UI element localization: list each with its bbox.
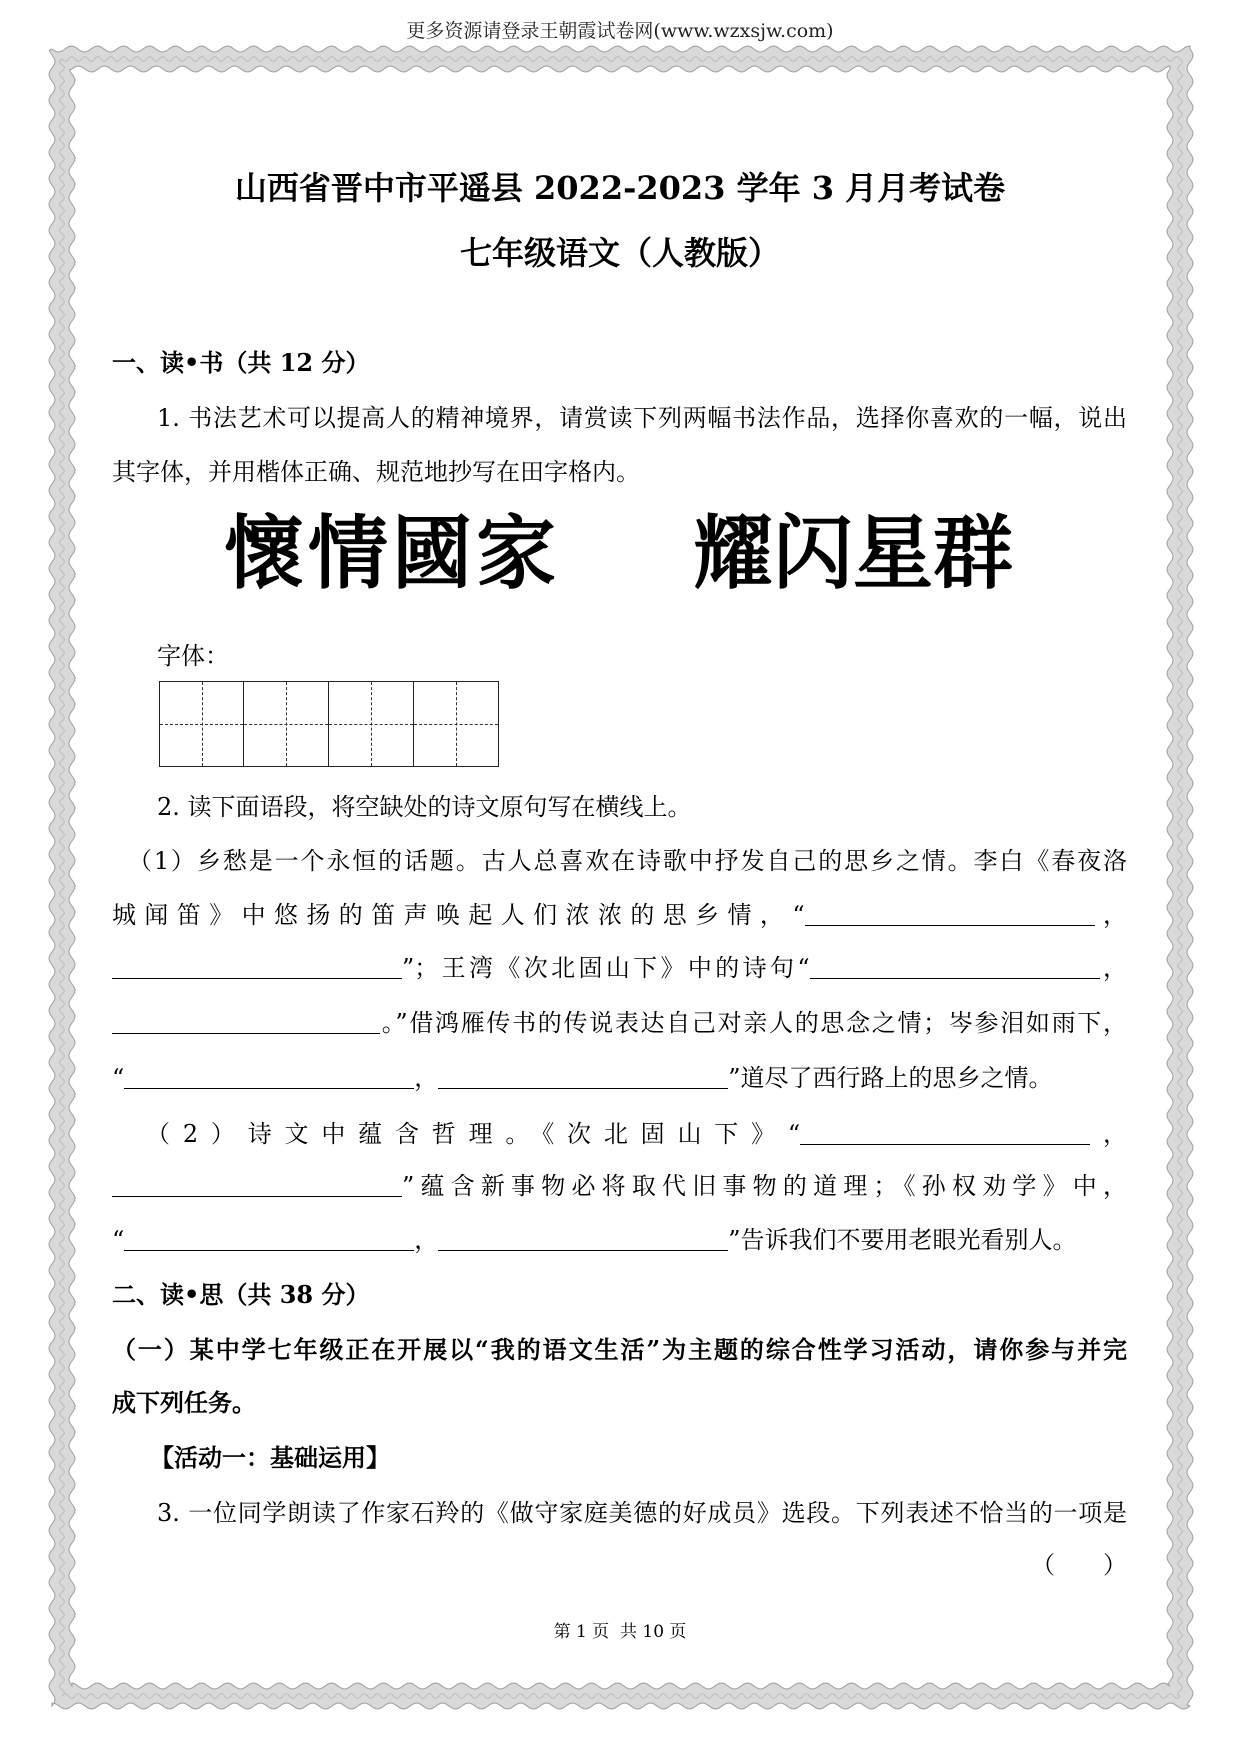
answer-blank <box>438 1070 728 1089</box>
activity1-label: 【活动一：基础运用】 <box>150 1443 390 1472</box>
answer-blank <box>438 1232 728 1251</box>
text-segment: ， <box>1099 954 1128 982</box>
q2-sub2-line3 <box>112 1225 1127 1255</box>
task-intro-line2: 成下列任务。 <box>112 1388 256 1417</box>
calligraphy-work-2: 耀闪星群 <box>693 506 1013 600</box>
q3-text: 3. 一位同学朗读了作家石羚的《做守家庭美德的好成员》选段。下列表述不恰当的一项是 <box>157 1499 1127 1527</box>
answer-bracket: （ ） <box>1031 1551 1127 1579</box>
task-intro-line1: （一）某中学七年级正在开展以“我的语文生活”为主题的综合性学习活动，请你参与并完 <box>112 1335 1127 1364</box>
q2-sub1-line2 <box>112 900 1127 930</box>
font-label: 字体： <box>157 642 229 670</box>
q2-sub2-line1 <box>146 1119 1127 1149</box>
text-segment: ， <box>414 1064 439 1092</box>
text-segment: ”告诉我们不要用老眼光看别人。 <box>728 1226 1077 1254</box>
q2-sub1-line1: （1）乡愁是一个永恒的话题。古人总喜欢在诗歌中抒发自己的思乡之情。李白《春夜洛 <box>128 847 1127 875</box>
text-segment: ， <box>414 1226 439 1254</box>
text-segment: （2）诗文中蕴含哲理。《次北固山下》“ <box>146 1120 801 1148</box>
q2-sub1-line3 <box>112 953 1127 983</box>
answer-blank <box>124 1070 414 1089</box>
text-segment: ”蕴含新事物必将取代旧事物的道理；《孙权劝学》中， <box>402 1172 1127 1200</box>
answer-blank <box>810 960 1100 979</box>
tianzige-cell <box>329 681 414 767</box>
text-segment: “ <box>112 1226 125 1254</box>
q2-sub2-line2 <box>112 1171 1127 1201</box>
site-notice: 更多资源请登录王朝霞试卷网(www.wzxsjw.com) <box>406 20 834 42</box>
text-segment: ”道尽了西行路上的思乡之情。 <box>728 1064 1053 1092</box>
q2-sub1-line4 <box>112 1008 1127 1038</box>
q1-line1: 1. 书法艺术可以提高人的精神境界，请赏读下列两幅书法作品，选择你喜欢的一幅，说出 <box>157 404 1127 432</box>
tianzige-cell <box>244 681 329 767</box>
answer-blank <box>800 1126 1090 1145</box>
section-heading-part2: 二、读•思（共 38 分） <box>112 1280 370 1309</box>
text-segment: ”；王湾《次北固山下》中的诗句“ <box>402 954 810 982</box>
q1-line2: 其字体，并用楷体正确、规范地抄写在田字格内。 <box>112 458 640 486</box>
section-heading-part1: 一、读•书（共 12 分） <box>112 348 370 377</box>
answer-blank <box>805 907 1095 926</box>
answer-blank <box>112 960 402 979</box>
q2-sub1-line5 <box>112 1063 1127 1093</box>
q2-prompt: 2. 读下面语段，将空缺处的诗文原句写在横线上。 <box>157 793 692 821</box>
answer-blank <box>112 1015 380 1034</box>
tianzige-cell <box>159 681 244 767</box>
text-segment: ， <box>1094 901 1127 929</box>
exam-subtitle: 七年级语文（人教版） <box>459 234 780 272</box>
text-segment: “ <box>112 1064 125 1092</box>
tianzige-grid <box>159 681 499 767</box>
page-number-footer: 第 1 页 共 10 页 <box>553 1622 687 1642</box>
answer-blank <box>124 1232 414 1251</box>
text-segment: ， <box>1090 1120 1128 1148</box>
text-segment: 城闻笛》中悠扬的笛声唤起人们浓浓的思乡情，“ <box>112 901 805 929</box>
answer-blank <box>112 1178 402 1197</box>
calligraphy-work-1: 懷情國家 <box>224 506 560 600</box>
exam-title: 山西省晋中市平遥县 2022-2023 学年 3 月月考试卷 <box>234 169 1006 207</box>
text-segment: 。”借鸿雁传书的传说表达自己对亲人的思念之情；岑参泪如雨下， <box>380 1009 1127 1037</box>
tianzige-cell <box>414 681 499 767</box>
